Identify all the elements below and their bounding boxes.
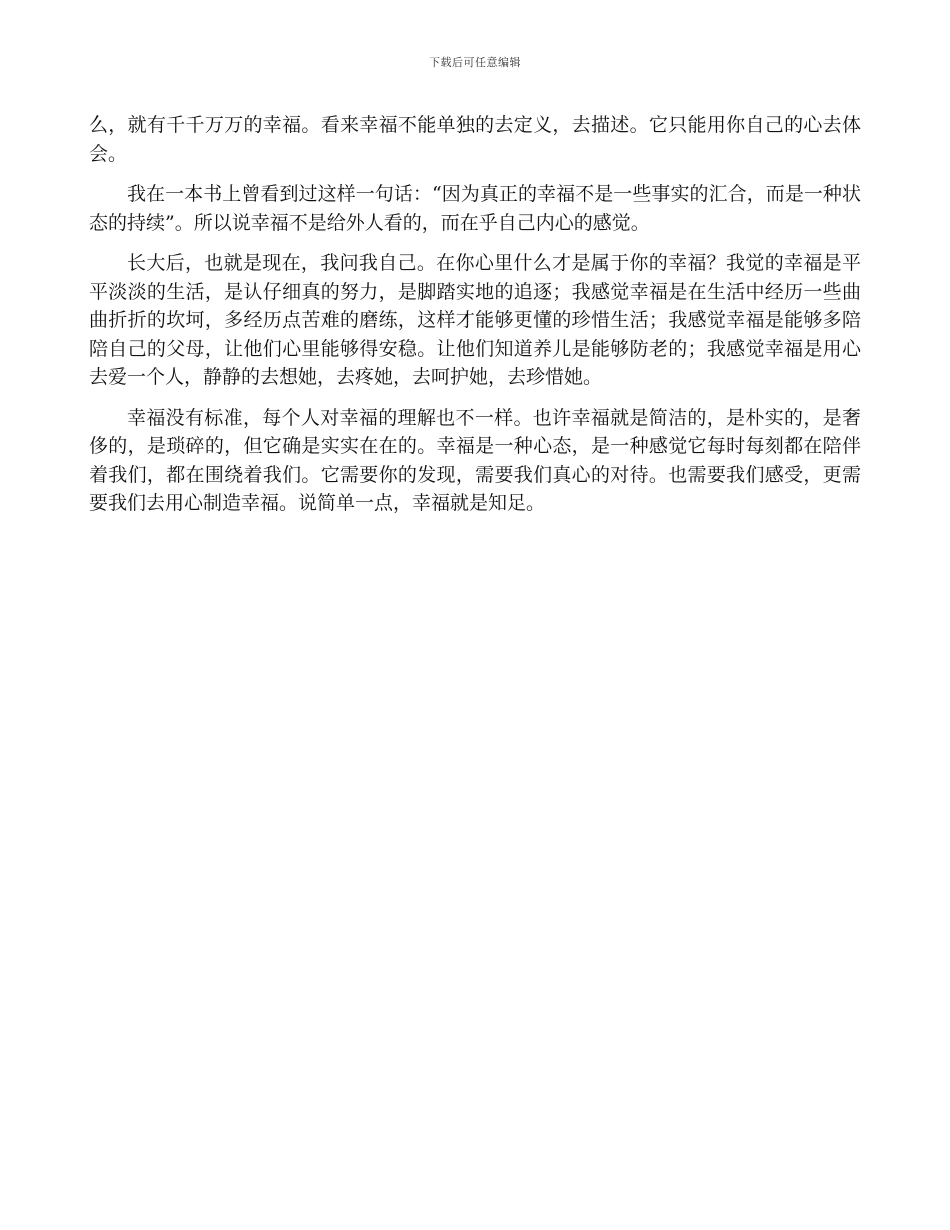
paragraph-quote: 我在一本书上曾看到过这样一句话：“因为真正的幸福不是一些事实的汇合，而是一种状态的持续”。所以说幸福不是给外人看的，而在乎自己内心的感觉。 bbox=[89, 183, 861, 234]
page-header: 下载后可任意编辑 bbox=[429, 56, 521, 69]
paragraph-conclusion: 幸福没有标准，每个人对幸福的理解也不一样。也许幸福就是简洁的，是朴实的，是奢侈的，是琐碎的，但它确是实实在在的。幸福是一种心态，是一种感觉它每时每刻都在陪伴着我们，都在围绕着我们。它需要你的发现，需要我们真心的对待。也需要我们感受，更需要我们去用心制造幸福。说简单一点，幸福就是知足。 bbox=[89, 406, 861, 514]
paragraph-continuation: 么，就有千千万万的幸福。看来幸福不能单独的去定义，去描述。它只能用你自己的心去体会。 bbox=[89, 114, 861, 165]
paragraph-growing-up: 长大后，也就是现在，我问我自己。在你心里什么才是属于你的幸福？我觉的幸福是平平淡淡的生活，是认仔细真的努力，是脚踏实地的追逐；我感觉幸福是在生活中经历一些曲曲折折的坎坷，多经历点苦难的磨练，这样才能够更懂的珍惜生活；我感觉幸福是能够多陪陪自己的父母，让他们心里能够得安稳。让他们知道养儿是能够防老的；我感觉幸福是用心去爱一个人，静静的去想她，去疼她，去呵护她，去珍惜她。 bbox=[89, 252, 861, 388]
document-body bbox=[89, 111, 861, 530]
